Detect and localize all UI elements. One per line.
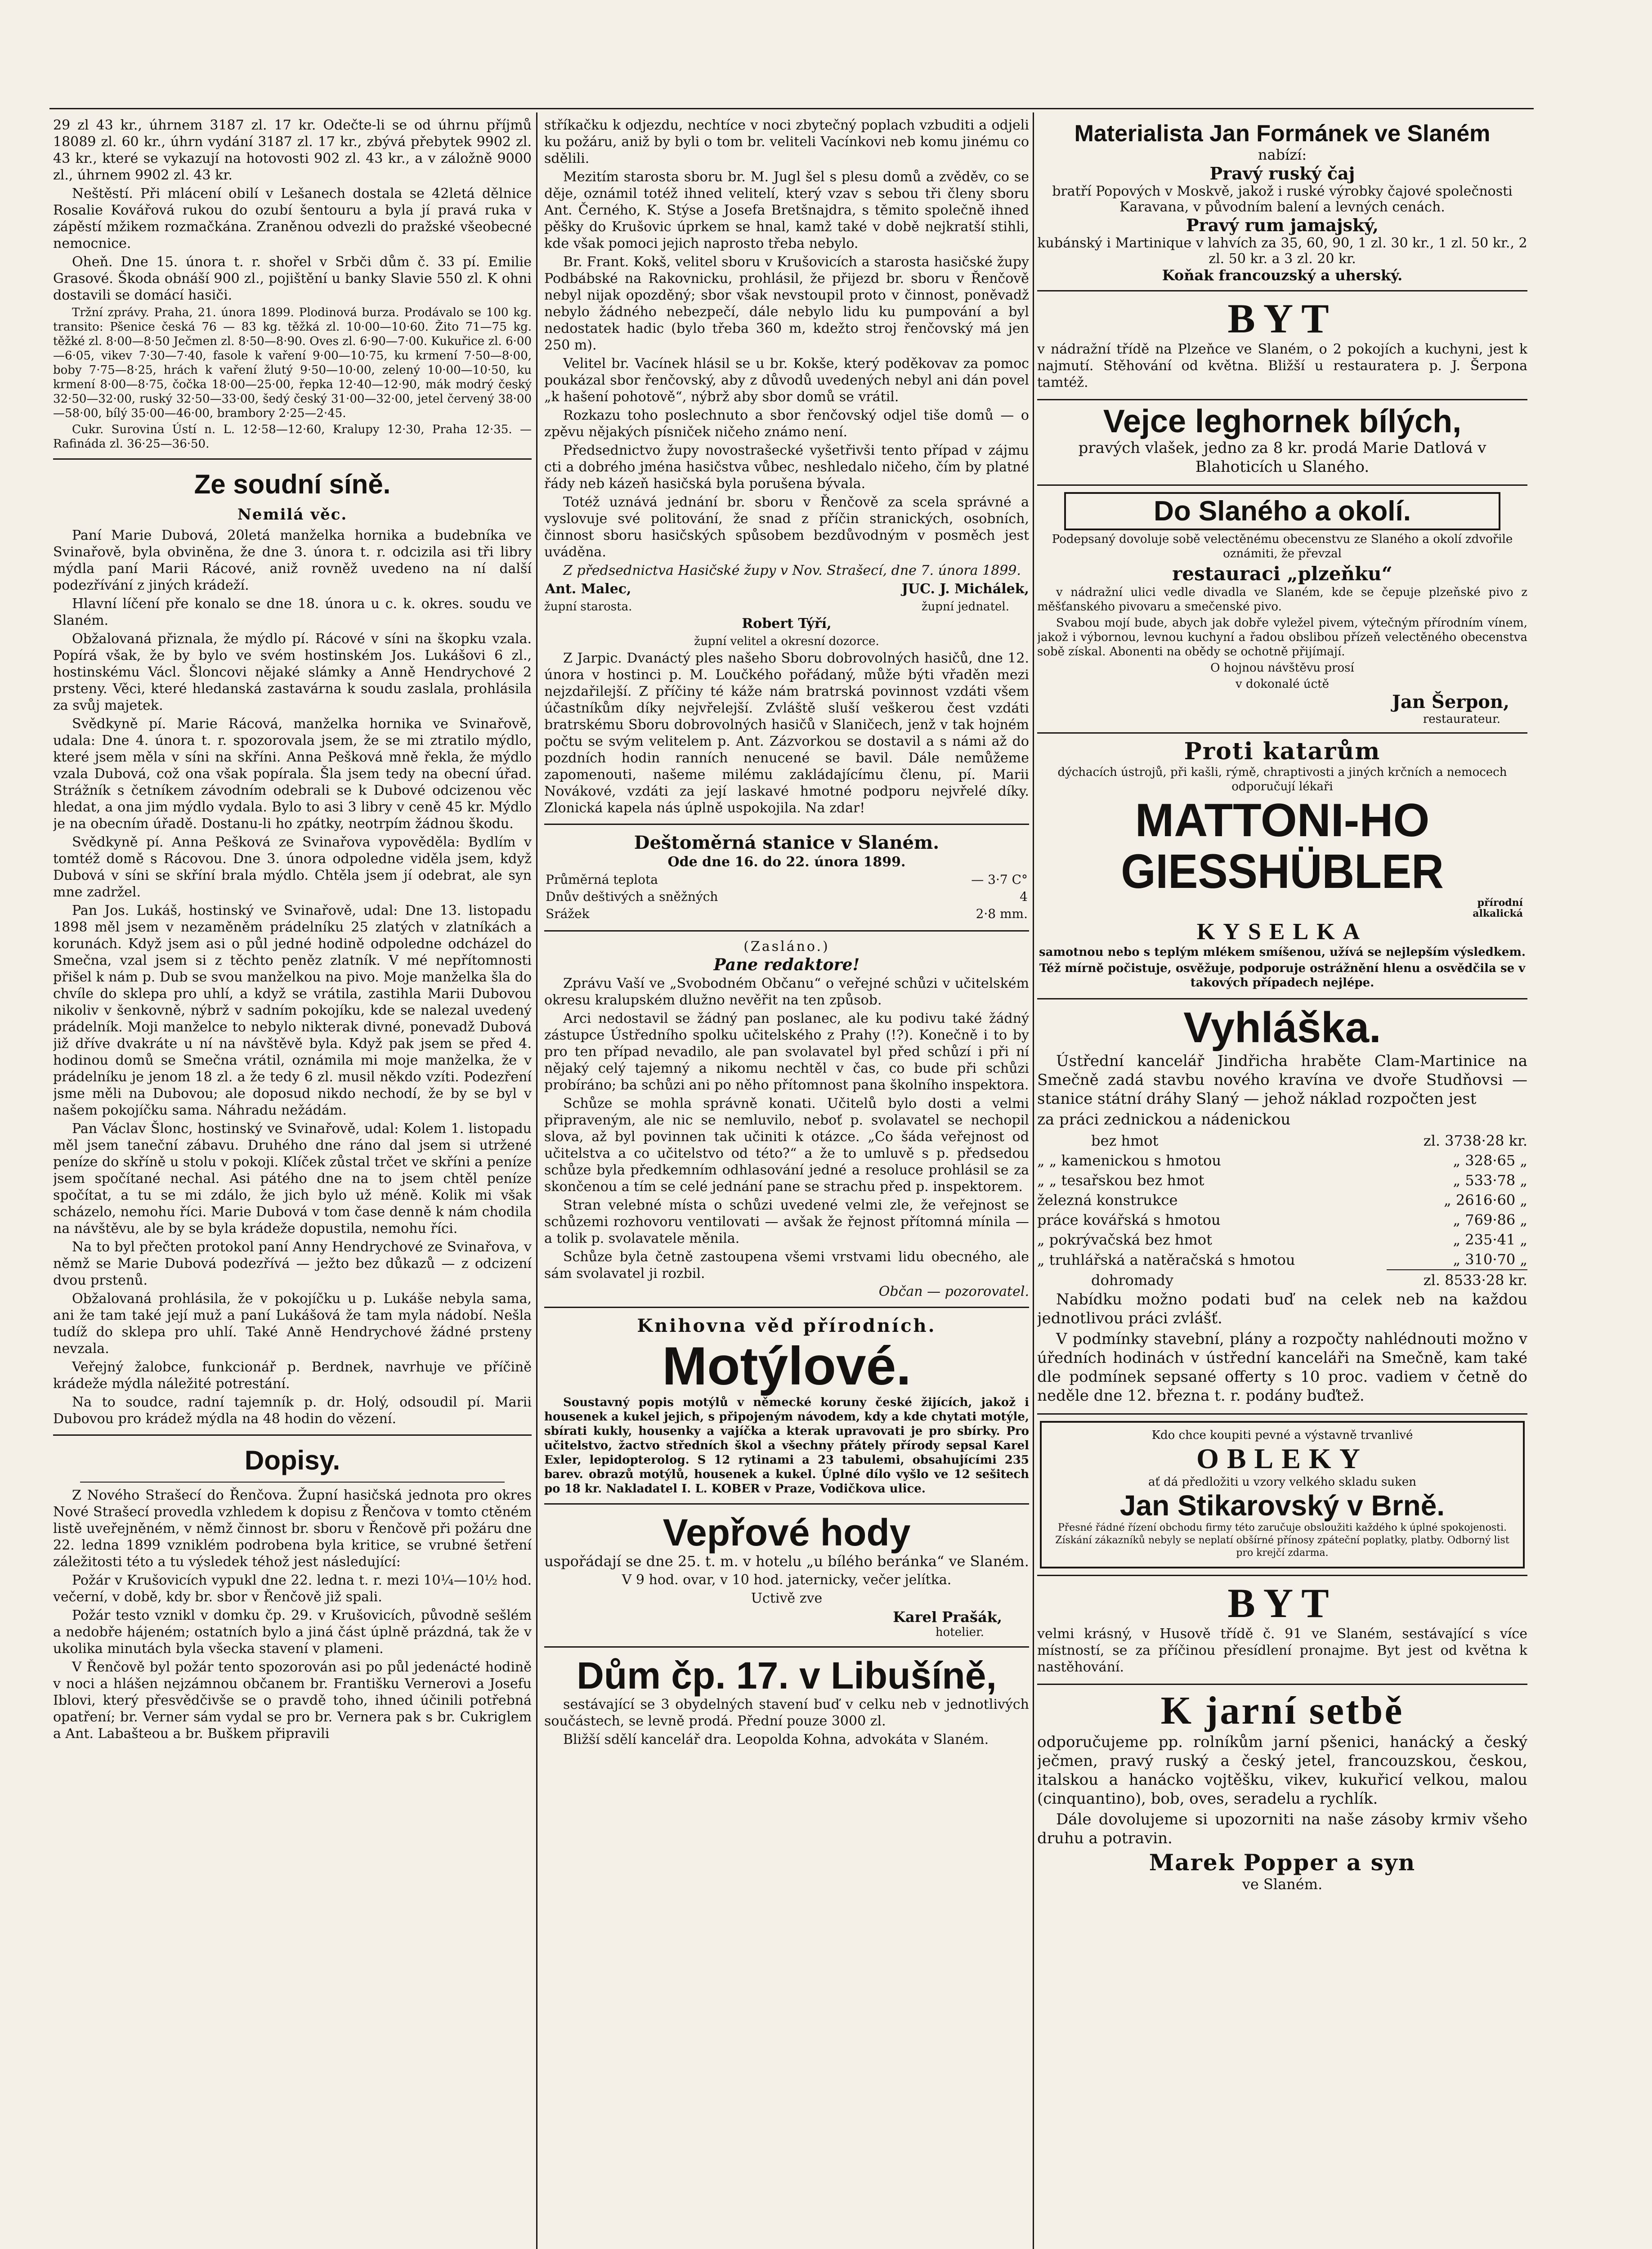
ad-formanek-line: bratří Popových v Moskvě, jakož i ruské výrobky čajové společnosti <box>1052 183 1513 199</box>
ad-setba-text: odporučujeme pp. rolníkům jarní pšenici, hanácký a český ječmen, pravý ruský a český jetel, francouzskou, českou, italskou a hanácko vojtěšku, vikev, kukuřicí velkou, malou (cinquantino), bob, oves, seradelu a rychlík. <box>1037 1733 1527 1808</box>
ad-formanek-title: Materialista Jan Formánek ve Slaném <box>1074 121 1491 147</box>
ad-vyhlaska-text: Nabídku možno podati buď na celek neb na každou jednotlivou práci zvlášť. <box>1037 1290 1527 1328</box>
ad-restaurant-title: Do Slaného a okolí. <box>1154 496 1411 527</box>
ad-vyhlaska-text: V podmínky stavební, plány a rozpočty nahlédnouti možno v úředních hodinách v ústřední kanceláři na Smečně, kam také dle podmínek sepsané offerty s 10 proc. vadiem v četně do neděle dne 12. března t. r. podány buďtež. <box>1037 1330 1527 1405</box>
ad-mattoni <box>1037 734 1527 999</box>
court-paragraph: Na to byl přečten protokol paní Anny Hendrychové ze Svinařova, v němž se Marie Dubová podezřívá — ježto bez důkazů — z odcizení dvou prstenů. <box>53 1239 532 1288</box>
cost-value: „ 533·78 „ <box>1453 1172 1527 1189</box>
cost-label: „ „ kamenickou s hmotou <box>1037 1152 1221 1169</box>
signature-name: Ant. Malec, <box>545 581 631 597</box>
zaslano-paragraph: Stran velebné místa o schůzi uvedené velmi zle, že veřejnost se schůzemi rozhovoru ventilovati — avšak že řejnost přítomná mínila — a tolik p. svolavatele měnila. <box>544 1197 1029 1246</box>
cost-value: „ 235·41 „ <box>1453 1231 1527 1249</box>
ad-mattoni-sub: alkalická <box>1473 908 1523 920</box>
divider <box>544 1646 1029 1648</box>
intro-accident: Neštěstí. Při mlácení obilí v Lešanech dostala se 42letá dělnice Rosalie Kovářová rukou do ozubí šentouru a byla jí pravá ruka v zápěstí mžikem rozmačkána. Zraněnou odvezli do pražské všeobecné nemocnice. <box>53 186 532 251</box>
zaslano-label: (Zasláno.) <box>743 939 830 954</box>
ad-formanek-line: Pravý ruský čaj <box>1209 163 1355 184</box>
signature-name: Robert Týří, <box>742 616 832 632</box>
weather-value: 4 <box>1020 889 1028 904</box>
signoff: Z předsednictva Hasičské župy v Nov. Strašecí, dne 7. února 1899. <box>563 563 1021 578</box>
house-title: Dům čp. 17. v Libušíně, <box>577 1654 997 1697</box>
intro-market: Tržní zprávy. Praha, 21. února 1899. Plodinová burza. Prodávalo se 100 kg. transito: Pšenice česká 76 — 83 kg. těžká zl. 10·00—10·60. Žito 71—75 kg. těžké zl. 8·00—8·50 Ječmen zl. 8·50—8·90. Oves zl. 6·90—7·00. Kukuřice zl. 6·00—6·05, vikev 7·30—7·40, fasole k vaření 9·00—10·75, ku krmení 7·50—8·00, boby 7·75—8·25, hrách k vaření žlutý 9·50—10·00, zelený 10·00—10·50, ku krmení 8·00—8·75, čočka 18·00—25·00, řepka 12·40—12·90, mák modrý český 32·50—32·00, ruský 32·50—33·00, šedý český 31·00—32·00, jetel červený 38·00—58·00, bílý 35·00—46·00, brambory 2·25—2·45. <box>53 306 532 420</box>
ad-setba-place: ve Slaném. <box>1242 1876 1323 1893</box>
ad-eggs <box>1037 400 1527 486</box>
weather-value: 2·8 mm. <box>976 906 1028 921</box>
pig-feast-text: uspořádají se dne 25. t. m. v hotelu „u bílého beránka“ ve Slaném. <box>544 1553 1029 1570</box>
ad-formanek-line: Koňak francouzský a uherský. <box>1162 266 1403 284</box>
court-paragraph: Obžalovaná přiznala, že mýdlo pí. Rácové v síni na škopku vzala. Popírá však, že by bylo ve svém hostinském Jos. Lukášovi 6 zl., hostinskému Václ. Šloncovi nějaké slámky a Anně Hendrychové 2 prsteny. Věci, které hledanská zastavárna k soudu zaslala, prohlásila za svůj majetek. <box>53 631 532 713</box>
weather-value: — 3·7 C° <box>971 872 1028 887</box>
court-paragraph: Paní Marie Dubová, 20letá manželka hornika a budebníka ve Svinařově, byla obviněna, že dne 3. února t. r. odcizila asi tři libry mýdla paní Marii Rácové, aniž rovněž uvedeno na ní další podezřívání z jiných krádeží. <box>53 528 532 593</box>
court-paragraph: Pan Václav Šlonc, hostinský ve Svinařově, udal: Kolem 1. listopadu měl jsem taneční zábavu. Druhého dne ráno dal jsem si utržené peníze do skříně u stolu v pokoji. Klíček zůstal trčet ve skříni a peníze jsem spočítané nechal. Asi pátého dne na to jsem chtěl peníze spočítat, a tu se mi zdálo, že jich bylo už méně. Kolik mi však scházelo, nemohu říci. Marie Dubová v tom čase denně k nám chodila na návštěvu, ale by se byla krádeže dopustila, nemohu říci. <box>53 1121 532 1237</box>
ad-vyhlaska-text: za práci zednickou a nádenickou <box>1037 1111 1291 1129</box>
letters-continued: stříkačku k odjezdu, nechtíce v noci zbytečný poplach vzbuditi a odjeli ku požáru, aniž by byli o tom br. veliteli Vacínkovi neb komu jinému co sdělili. <box>544 117 1029 166</box>
ad-mattoni-text: Též mírně počistuje, osvěžuje, podporuje ostrážnění hlenu a osvědčila se v takových případech nejlépe. <box>1039 962 1526 990</box>
signature-role: župní starosta. <box>544 600 632 614</box>
court-title: Ze soudní síně. <box>194 469 391 499</box>
court-paragraph: Pan Jos. Lukáš, hostinský ve Svinařově, udal: Dne 13. listopadu 1898 měl jsem v nezaměněm prádelníku 25 zlatých v zlatníkách a korunách. Když jsem asi o půl jedné hodině odpoledne odcházel do Smečna, vzal jsem si z těchto peněz zlatník. V mé nepřítomnosti přišel k nám p. Dub se svou manželkou na pivo. Moje manželka šla do chvíle do sklepa pro uhlí, a když se vrátila, zastihla Marii Dubovou nikoliv v šenkovně, nýbrž v sadním pokojíku, kde se nalezal uvedený prádelník. Moji manželce to nebylo nikterak divné, ponevadž Dubová již dříve dvakráte u ní na návštěvě byla. Když pak jsem se před 4. hodinou domů se Smečna vrátil, oznámila mi moje manželka, že v prádelníku je jenom 18 zl. a že tedy 6 zl. musil někdo vzíti. Podezření jsme měli na Dubovou; ale doposud nikdo nechodí, že by se byl v našem pokojíčku sama. Náhradu nežádám. <box>53 903 532 1118</box>
table-row <box>545 906 1028 922</box>
ad-setba-title: K jarní setbě <box>1160 1689 1404 1733</box>
letters-continued: Mezitím starosta sboru br. M. Jugl šel s plesu domů a zvěděv, co se děje, oznámil totéž ihned velitelí, který vzav s sebou tři členy sboru Ant. Černého, K. Stýse a Josefa Bretšnajdra, s těmito společně ihned pěšky do Krušovic úprkem se hnal, kamž také v době nejkratší stihli, kde však pomoci jejich naprosto třeba nebylo. <box>544 169 1029 251</box>
ad-vyhlaska-title: Vyhláška. <box>1183 1004 1381 1052</box>
cost-label: „ „ tesařskou bez hmot <box>1037 1172 1204 1189</box>
pig-feast-signature: Karel Prašák, <box>893 1608 1002 1626</box>
ad-vyhlaska <box>1037 999 1527 1415</box>
butterflies-title: Motýlové. <box>662 1336 911 1396</box>
divider <box>53 1434 532 1436</box>
ad-byt-text: v nádražní třídě na Plzeňce ve Slaném, o 2 pokojích a kuchyni, jest k najmutí. Stěhování od května. Bližší u restauratera p. J. Šerpona tamtéž. <box>1037 341 1527 390</box>
ad-formanek-line: Pravý rum jamajský, <box>1186 215 1379 235</box>
table-row <box>1037 1131 1527 1151</box>
ad-mattoni-kyselka: KYSELKA <box>1196 919 1368 945</box>
zaslano-paragraph: Zprávu Vaší ve „Svobodném Občanu“ o veřejné schůzi v učitelském okresu kralupském dlužno nevěřit na ten způsob. <box>544 976 1029 1008</box>
letters-paragraph: V Řenčově byl požár tento spozorován asi po půl jedenácté hodině v noci a hlášen nejzámnou občanem br. Františku Vernerovi a Josefu Iblovi, který přesvědčivše se o pravdě toho, ihned účinili potřebná opatření; br. Verner sám vydal se pro br. Vernera pak s br. Cukriglem a Ant. Labašteou a br. Buškem připravili <box>53 1659 532 1742</box>
zaslano-paragraph: Schůze se mohla správně konati. Učitelů bylo dosti a velmi připraveným, ale nic se nemluvilo, neboť p. svolavatel se nechopil slova, až byl povinnen tak učiniti k otázce. „Co šáda veřejnost od učitelstva a co učitelstvo od této?“ a že to umluvě s p. předsedou schůze byla předkemním odhlasování jedné a resoluce prohlásil se za skončenou a tím se celé jednání pane se strachu před p. inspektorem. <box>544 1096 1029 1195</box>
ad-setba-signature: Marek Popper a syn <box>1149 1849 1416 1876</box>
ad-mattoni-text: samotnou nebo s teplým mlékem smíšenou, užívá se nejlepším výsledkem. <box>1039 945 1526 959</box>
letters-continued: Br. Frant. Kokš, velitel sboru v Krušovicích a starosta hasičské župy Podbábské na Rakovnicku, prohlásil, že přijezd br. sboru v Řenčově nebyl nijak opozděný; sbor však nevstoupil proto v činnost, poněvadž nebylo žádného nebezpečí, dále nebylo lidu ku pumpování a byl nedostatek hadic (bylo třeba 360 m, kdežto stroj řenčovský má jen 250 m). <box>544 254 1029 353</box>
ad-obleky-name: Jan Stikarovský v Brně. <box>1119 1489 1445 1522</box>
cost-label: „ truhlářská a natěračská s hmotou <box>1037 1251 1295 1269</box>
column-middle <box>544 117 1029 2249</box>
divider <box>544 1503 1029 1505</box>
jarpic-paragraph: Z Jarpic. Dvanáctý ples našeho Sboru dobrovolných hasičů, dne 12. února v hostinci p. M. Loučkého pořádaný, může býti vřaděn mezi nejzdařilejší. Z příčiny té káže nám bratrská povinnost vzdáti všem účastníkům díky nejvřelejší. Zvláště sluší veškerou čest vzdáti bratrskému Sboru dobrovolných hasičů v Slaničech, jenž v tak hojném počtu se svým velitelem p. Ant. Zázvorkou se dostavil a s námi až do pozdních hodin ranních nenucené se bavil. Dále nemůžeme zapomenouti, našeme milému zakládajícímu členu, pí. Marii Novákové, vzdáti za její laskavé hmotné podporu nejvřelé díky. Zlonická kapela nás úplně uspokojila. Na zdar! <box>544 650 1029 816</box>
court-paragraph: Svědkyně pí. Marie Rácová, manželka hornika ve Svinařově, udala: Dne 4. února t. r. spozorovala jsem, že se mi ztratilo mýdlo, které jsem měla v síni na skříni. Anna Pešková mně řekla, že mýdlo vzala Dubová, což ona však popírala. Šla jsem tedy na obecní úřad. Strážník s četníkem závodním odebrali se k Dubové odcizenou věc hledat, a ona jim mýdlo vydala. Bylo to asi 3 libry v ceně 45 kr. Mýdlo je na obecním úřadě. Dostanu-li ho zpátky, neotrpím žádnou škodu. <box>53 716 532 832</box>
letters-continued: Totéž uznává jednání br. sboru v Řenčově za scela správné a vyslovuje své politování, že snad z příčin stranických, osobních, činnost sboru hasičských spůsobem bezdůvodným v posměch jest uváděna. <box>544 494 1029 560</box>
letters-paragraph: Z Nového Strašecí do Řenčova. Župní hasičská jednota pro okres Nové Strašecí provedla vzhledem k dopisu z Řenčova v tomto ctěném listě uveřejněném, v němž činnost br. sboru v Řenčově při požáru dne 22. ledna 1899 vzniklém podrobena byla kritice, se vrubné šetření záležitosti této a tu výsledek téhož jest následující: <box>53 1487 532 1570</box>
cost-value: zl. 3738·28 kr. <box>1423 1132 1527 1150</box>
weather-table <box>544 871 1029 923</box>
ad-mattoni-brand: GIESSHÜBLER <box>1121 844 1444 899</box>
weather-label: Srážek <box>546 906 590 921</box>
ad-mattoni-brand: MATTONI-HO <box>1135 794 1430 847</box>
signature-role: župní jednatel. <box>921 600 1009 614</box>
ad-restaurant-name: restauraci „plzeňku“ <box>1172 563 1392 585</box>
column-left <box>53 117 532 2249</box>
cost-label: železná konstrukce <box>1037 1192 1178 1209</box>
cost-value: „ 328·65 „ <box>1453 1152 1527 1169</box>
column-right <box>1037 117 1527 2249</box>
letters-title: Dopisy. <box>244 1445 340 1475</box>
house-text: sestávající se 3 obydelných stavení buď v celku neb v jednotlivých součástech, se levně prodá. Přední pouze 3000 zl. <box>544 1697 1029 1729</box>
table-row <box>1037 1190 1527 1210</box>
intro-fire: Oheň. Dne 15. února t. r. shořel v Srbči dům č. 33 pí. Emilie Grasové. Škoda obnáší 900 zl., pojištění u banky Slavie 550 zl. K ohni dostavili se domácí hasiči. <box>53 254 532 303</box>
letters-paragraph: Požár v Krušovicích vypukl dne 22. ledna t. r. mezi 10¼—10½ hod. večerní, v době, kdy br. sbor v Řenčově již spali. <box>53 1573 532 1605</box>
table-row <box>1037 1250 1527 1270</box>
ad-restaurant <box>1037 486 1527 734</box>
ad-obleky-pre: Kdo chce koupiti pevné a výstavně trvanlivé <box>1151 1429 1413 1443</box>
signature-row <box>544 581 1029 615</box>
ad-obleky-text: Přesné řádné řízení obchodu firmy této zaručuje obsloužiti každého k úplné spokojenosti. Získání zákazníků nebyly se neplatí obšírné přínosy zpáteční poplatky, platby. Odborný list pro krejčí zdarma. <box>1055 1522 1509 1559</box>
cost-value: zl. 8533·28 kr. <box>1387 1270 1527 1290</box>
pig-feast-invite: Uctivě zve <box>751 1590 823 1606</box>
ad-formanek-offer: nabízí: <box>1258 146 1307 163</box>
cost-label: „ pokrývačská bez hmot <box>1037 1231 1212 1249</box>
court-paragraph: Svědkyně pí. Anna Pešková ze Svinařova vypověděla: Bydlím v tomtéž domě s Rácovou. Dne 3. února odpoledne viděla jsem, když Dubová v síni se skříní brala mýdlo. Chtěla jsem jí odebrat, ale syn mne zadržel. <box>53 834 532 900</box>
ad-eggs-text: pravých vlašek, jedno za 8 kr. prodá Marie Datlová v Blahoticích u Slaného. <box>1078 439 1486 476</box>
table-row <box>545 889 1028 905</box>
ad-restaurant-role: restaurateur. <box>1423 712 1500 726</box>
table-row <box>1037 1210 1527 1230</box>
signature-row <box>544 615 1029 650</box>
cost-value: „ 310·70 „ <box>1453 1251 1527 1268</box>
ad-obleky-mid: ať dá předložiti u vzory velkého skladu suken <box>1148 1475 1416 1489</box>
ad-vyhlaska-text: Ústřední kancelář Jindřicha hraběte Clam-Martinice na Smečně zadá stavbu nového kravína ve dvoře Studňovsi — stanice státní dráhy Slaný — jehož náklad rozpočten jest <box>1037 1052 1527 1108</box>
pig-feast-title: Vepřové hody <box>663 1511 911 1554</box>
signature-name: JUC. J. Michálek, <box>901 581 1029 597</box>
ad-setba-text: Dále dovolujeme si upozorniti na naše zásoby krmiv všeho druhu a potravin. <box>1037 1810 1527 1848</box>
ad-formanek-line: kubánský i Martinique v lahvích za 35, 60, 90, 1 zl. 30 kr., 1 zl. 50 kr., 2 zl. 50 kr. a 3 zl. 20 kr. <box>1037 235 1527 267</box>
court-subtitle: Nemilá věc. <box>237 506 348 524</box>
column-rule-2 <box>1033 112 1034 2249</box>
table-row <box>1037 1170 1527 1190</box>
weather-label: Dnův deštivých a sněžných <box>546 889 718 904</box>
zaslano-paragraph: Arci nedostavil se žádný pan poslanec, ale ku podivu také žádný zástupce Ústředního spolku učitelského z Prahy (!?). Konečně i to by pro ten případ nevadilo, ale pan svolavatel byl před schůzí i při ní nějaký celý tajemný a nikomu nechtěl v čas, co bude při schůzi probíráno; ba schůzi ani po něho přítomnost pana školního inspektora. <box>544 1011 1029 1093</box>
letters-continued: Rozkazu toho poslechnuto a sbor řenčovský odjel tiše domů — o zpěvu nějakých písniček ničeho známo není. <box>544 408 1029 440</box>
ad-formanek <box>1037 117 1527 291</box>
ad-obleky <box>1040 1421 1525 1568</box>
cost-label: dohromady <box>1091 1272 1173 1289</box>
signature-role: župní velitel a okresní dozorce. <box>694 635 879 648</box>
ad-byt-title: BYT <box>1227 295 1337 341</box>
ad-restaurant-regards: v dokonalé úctě <box>1235 677 1329 691</box>
ad-restaurant-text: v nádražní ulici vedle divadla ve Slaném, kde se čepuje plzeňské pivo z měšťanského pivovaru a smečenské pivo. <box>1037 586 1527 614</box>
ad-restaurant-signature: Jan Šerpon, <box>1392 691 1509 713</box>
court-paragraph: Hlavní líčení pře konalo se dne 18. února u c. k. okres. soudu ve Slaném. <box>53 596 532 628</box>
letters-continued: Velitel br. Vacínek hlásil se u br. Kokše, který poděkovav za pomoc poukázal sbor řenčovský, aby z důvodů uvedených nebyl ani dán povel „k hašení pohotově“, nýbrž aby sbor domů se vrátil. <box>544 356 1029 405</box>
table-row <box>545 872 1028 888</box>
house-text: Bližší sdělí kancelář dra. Leopolda Kohna, advokáta v Slaném. <box>563 1732 989 1747</box>
column-rule-1 <box>536 112 537 2249</box>
butterflies-text: Soustavný popis motýlů v německé koruny české žijících, jakož i housenek a kukel jejich, s připojeným návodem, kdy a kde chytati motýle, sbírati kukly, housenky a vajíčka a kterak upravovati je pro sbírky. Pro učitelstvo, žactvo středních škol a všechny přátely přírody sepsal Karel Exler, lepidopterolog. S 12 rytinami a 23 tabulemi, obsahujícími 235 barev. obrazů motýlů, housenek a kukel. Úplné dílo vyšlo ve 12 sešitech po 18 kr. Nakladatel I. L. KOBER v Praze, Vodičkova ulice. <box>544 1396 1029 1496</box>
cost-label: bez hmot <box>1091 1132 1159 1150</box>
table-row <box>1037 1270 1527 1290</box>
top-rule <box>49 108 1534 109</box>
divider <box>544 1307 1029 1308</box>
letters-paragraph: Požár testo vznikl v domku čp. 29. v Krušovicích, původně sešlém a nedobře hájeném; ostatních bylo a jiná část úplně prázdná, tak že v ukolika minutách byla všecka stavení v plameni. <box>53 1608 532 1657</box>
table-row <box>1037 1230 1527 1250</box>
intro-finance: 29 zl 43 kr., úhrnem 3187 zl. 17 kr. Odečte-li se od úhrnu příjmů 18089 zl. 60 kr., úhrn vydání 3187 zl. 17 kr., zbývá přebytek 9902 zl. 43 kr., které se vykazují na hotovosti 902 zl. 43 kr., a v záložně 9000 zl., úhrnem 9902 zl. 43 kr. <box>53 117 532 183</box>
ad-mattoni-heading: Proti katarům <box>1184 738 1381 766</box>
cost-label: práce kovářská s hmotou <box>1037 1211 1221 1229</box>
divider <box>544 824 1029 825</box>
ad-byt-title: BYT <box>1227 1580 1337 1626</box>
weather-title: Deštoměrná stanice v Slaném. <box>634 832 940 853</box>
divider <box>544 930 1029 932</box>
weather-subtitle: Ode dne 16. do 22. února 1899. <box>667 854 906 870</box>
court-paragraph: Obžalovaná prohlásila, že v pokojíčku u p. Lukáše nebyla sama, ani že tam také její muž a paní Lukášová že tam myla nádobí. Nešla tudíž do sklepa pro uhlí. Také Anně Hendrychové žádné prsteny nevzala. <box>53 1291 532 1357</box>
court-paragraph: Na to soudce, radní tajemník p. dr. Holý, odsoudil pí. Marii Dubovou pro krádež mýdla na 48 hodin do vězení. <box>53 1394 532 1427</box>
ad-vyhlaska-table <box>1037 1131 1527 1290</box>
ad-restaurant-text: Svabou mojí bude, abych jak dobře vyležel pivem, výtečným přírodním vínem, jakož i výbornou, levnou kuchyní a řadou obslibou přízeň velectěného obecenstva sobě získal. Abonenti na obědy se ochotně přijímají. <box>1037 616 1527 659</box>
weather-label: Průměrná teplota <box>546 872 658 887</box>
ad-byt-2 <box>1037 1575 1527 1685</box>
ad-restaurant-text: O hojnou návštěvu prosí <box>1210 661 1354 675</box>
ad-restaurant-text: Podepsaný dovoluje sobě velectěnému obecenstvu ze Slaného a okolí zdvořile oznámiti, že převzal <box>1052 533 1513 561</box>
zaslano-paragraph: Schůze byla četně zastoupena všemi vrstvami lidu obecného, ale sám svolavatel ji rozbil. <box>544 1249 1029 1281</box>
court-paragraph: Veřejný žalobce, funkcionář p. Berdnek, navrhuje ve příčině krádeže mýdla náležité potrestání. <box>53 1359 532 1392</box>
ad-mattoni-text: dýchacích ústrojů, při kašli, rýmě, chraptivosti a jiných krčních a nemocech odporučují lékaři <box>1057 766 1507 794</box>
table-row <box>1037 1151 1527 1170</box>
zaslano-signature: Občan — pozorovatel. <box>878 1284 1029 1299</box>
zaslano-heading: Pane redaktore! <box>713 955 860 974</box>
divider <box>53 458 532 460</box>
pig-feast-role: hotelier. <box>935 1626 984 1639</box>
ad-mattoni-sub: přírodní <box>1477 897 1523 909</box>
ad-setba <box>1037 1685 1527 1893</box>
intro-sugar: Cukr. Surovina Ústí n. L. 12·58—12·60, Kralupy 12·30, Praha 12·35. — Rafináda zl. 36·25—36·50. <box>53 423 532 451</box>
ad-byt-1 <box>1037 291 1527 400</box>
ad-obleky-title: OBLEKY <box>1196 1443 1368 1475</box>
ad-eggs-title: Vejce leghornek bílých, <box>1103 403 1462 439</box>
pig-feast-text: V 9 hod. ovar, v 10 hod. jaternicky, večer jelítka. <box>622 1572 952 1588</box>
letters-continued: Předsednictvo župy novostrašecké vyšetřivši tento případ v zájmu cti a dobrého jména hasičstva vůbec, neshledalo ničeho, čím by platné řády neb kázeň hasičská byla porušena bývala. <box>544 443 1029 492</box>
ad-formanek-line: Karavana, v původním balení a levných cenách. <box>1119 199 1445 215</box>
cost-value: „ 2616·60 „ <box>1444 1192 1527 1209</box>
divider-short <box>80 1482 505 1483</box>
library-title: Knihovna věd přírodních. <box>637 1315 936 1336</box>
ad-byt-text: velmi krásný, v Husově třídě č. 91 ve Slaném, sestávající s více místností, se za příčinou přesídlení pronajme. Byt jest od května k nastěhování. <box>1037 1626 1527 1676</box>
cost-value: „ 769·86 „ <box>1453 1211 1527 1229</box>
